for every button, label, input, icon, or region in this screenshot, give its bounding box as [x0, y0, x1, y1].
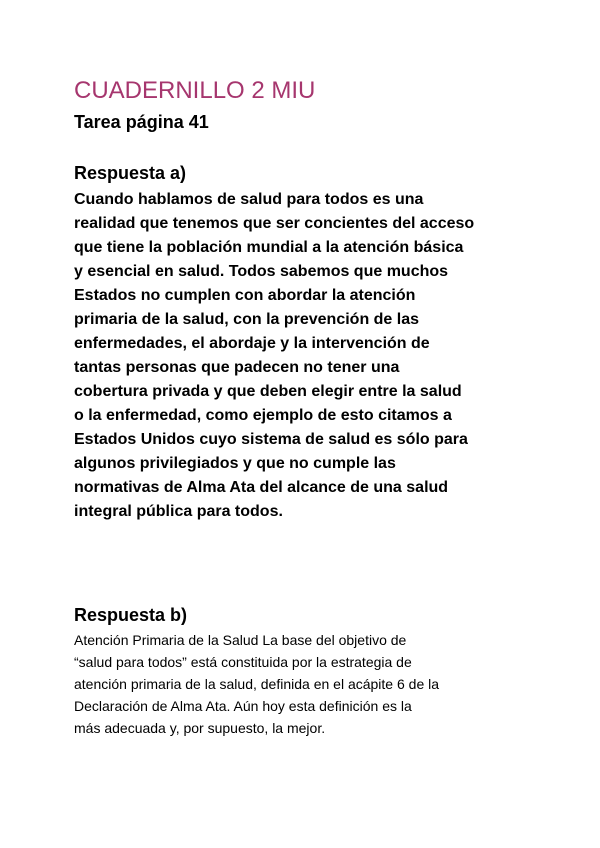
paragraph-line: “salud para todos” está constituida por la estrategia de	[74, 654, 412, 670]
section-a-heading: Respuesta a)	[74, 163, 187, 183]
paragraph-line: o la enfermedad, como ejemplo de esto citamos a	[74, 407, 452, 424]
paragraph-line: y esencial en salud. Todos sabemos que muchos	[74, 263, 449, 280]
paragraph-line: atención primaria de la salud, definida en el acápite 6 de la	[74, 676, 440, 692]
paragraph-line: cobertura privada y que deben elegir entre la salud	[74, 383, 462, 400]
paragraph-line: algunos privilegiados y que no cumple las	[74, 455, 396, 472]
document-title: CUADERNILLO 2 MIU	[74, 77, 316, 104]
paragraph-line: integral pública para todos.	[74, 503, 283, 520]
paragraph-line: realidad que tenemos que ser concientes del acceso	[74, 215, 475, 232]
paragraph-line: Cuando hablamos de salud para todos es una	[74, 191, 424, 208]
paragraph-line: primaria de la salud, con la prevención de las	[74, 311, 420, 328]
paragraph-line: enfermedades, el abordaje y la intervención de	[74, 335, 430, 352]
paragraph-line: tantas personas que padecen no tener una	[74, 359, 400, 376]
paragraph-line: que tiene la población mundial a la atención básica	[74, 239, 464, 256]
document-subtitle: Tarea página 41	[74, 112, 209, 132]
paragraph-line: Declaración de Alma Ata. Aún hoy esta definición es la	[74, 698, 412, 714]
paragraph-line: normativas de Alma Ata del alcance de una salud	[74, 479, 449, 496]
paragraph-line: Atención Primaria de la Salud La base del objetivo de	[74, 632, 407, 648]
paragraph-line: Estados Unidos cuyo sistema de salud es sólo para	[74, 431, 468, 448]
section-a-paragraph	[74, 188, 544, 524]
section-b-heading: Respuesta b)	[74, 605, 188, 625]
section-b-paragraph	[74, 629, 544, 739]
paragraph-line: Estados no cumplen con abordar la atención	[74, 287, 416, 304]
paragraph-line: más adecuada y, por supuesto, la mejor.	[74, 720, 326, 736]
